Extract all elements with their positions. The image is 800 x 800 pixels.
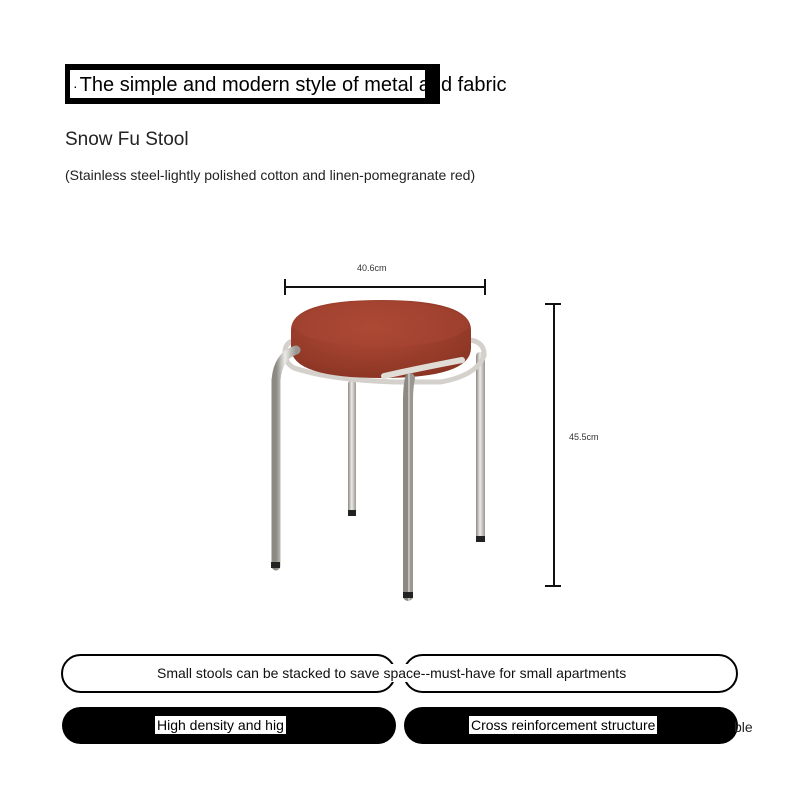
banner-heading-text: The simple and modern style of metal and fabric (79, 74, 507, 96)
product-title: Snow Fu Stool (65, 129, 189, 150)
stacking-feature-text: Small stools can be stacked to save space--must-have for small apartments (157, 665, 627, 681)
cross-structure-feature-text: Cross reinforcement structure (471, 717, 656, 733)
height-dimension-line (545, 304, 561, 586)
feature-overflow-text: ble (734, 719, 753, 735)
height-dimension-label: 45.5cm (569, 432, 599, 442)
density-feature-text: High density and hig (157, 717, 284, 733)
stool-front-legs (271, 350, 413, 598)
width-dimension-label: 40.6cm (357, 263, 387, 273)
width-dimension-line (285, 279, 485, 295)
product-spec: (Stainless steel-lightly polished cotton and linen-pomegranate red) (65, 167, 476, 183)
bullet-dot: · (73, 78, 78, 94)
